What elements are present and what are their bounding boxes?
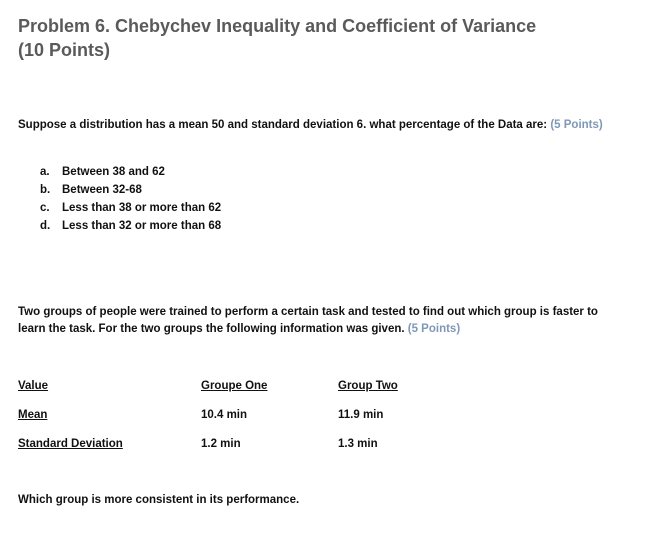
option-d [40, 217, 221, 235]
option-letter: a. [40, 166, 50, 178]
table-header-row [18, 380, 518, 409]
option-letter: d. [40, 220, 51, 232]
row-label: Standard Deviation [18, 438, 123, 450]
option-a [40, 163, 221, 181]
header-group-two: Group Two [338, 380, 398, 392]
row-label: Mean [18, 409, 48, 421]
option-text: Between 32-68 [62, 184, 142, 196]
option-c [40, 199, 221, 217]
question-1-options [40, 163, 221, 235]
option-text: Less than 32 or more than 68 [62, 220, 222, 232]
question-1-points: (5 Points) [550, 119, 603, 131]
option-text: Less than 38 or more than 62 [62, 202, 222, 214]
group-comparison-table [18, 380, 518, 467]
table-cell: 1.2 min [201, 438, 241, 450]
problem-title-line-1: Problem 6. Chebychev Inequality and Coefficient of Variance [18, 16, 537, 36]
table-cell: 10.4 min [201, 409, 248, 421]
question-2 [18, 304, 618, 338]
question-1 [18, 117, 628, 134]
problem-title [18, 14, 618, 62]
question-1-text: Suppose a distribution has a mean 50 and standard deviation 6. what percentage of the Data are: [18, 119, 551, 131]
option-b [40, 181, 221, 199]
table-cell: 11.9 min [338, 409, 384, 421]
option-letter: b. [40, 184, 51, 196]
header-value: Value [18, 380, 49, 392]
question-3 [18, 494, 618, 506]
header-group-one: Groupe One [201, 380, 268, 392]
table-cell: 1.3 min [338, 438, 378, 450]
table-row [18, 438, 518, 467]
problem-title-line-2: (10 Points) [18, 40, 111, 60]
question-2-points: (5 Points) [407, 323, 461, 335]
table-row [18, 409, 518, 438]
question-3-text: Which group is more consistent in its performance. [18, 494, 300, 506]
option-text: Between 38 and 62 [62, 166, 165, 178]
question-2-text: Two groups of people were trained to perform a certain task and tested to find out which group is faster to learn the task. For the two groups the following information was given. [18, 306, 598, 335]
option-letter: c. [40, 202, 50, 214]
